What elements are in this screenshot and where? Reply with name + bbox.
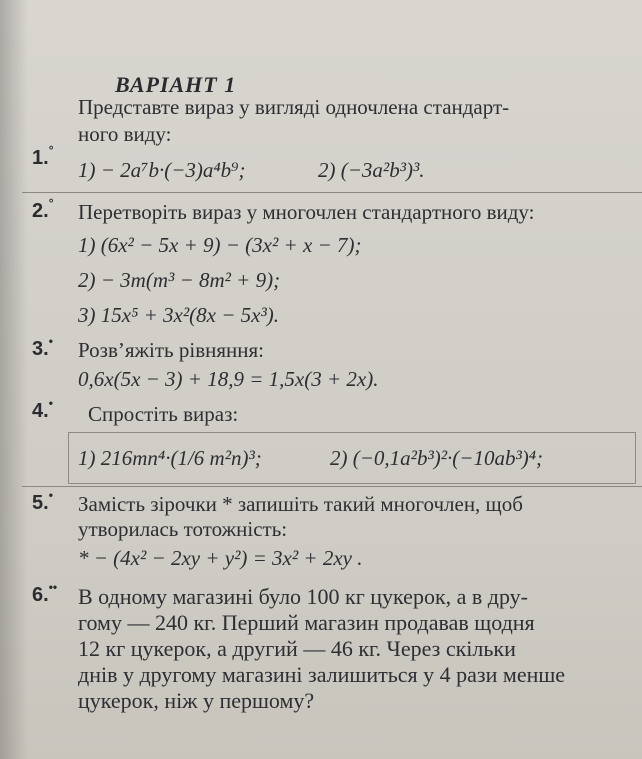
page-shadow [0, 0, 28, 759]
variant-title: ВАРІАНТ 1 [115, 72, 237, 97]
task-5-item-1: * − (4x² − 2xy + y²) = 3x² + 2xy . [78, 546, 363, 570]
task-4-item-1: 1) 216mn⁴·(1/6 m²n)³; [78, 446, 262, 470]
task-4-prompt: Спростіть вираз: [88, 402, 239, 426]
task-6-line-3: 12 кг цукерок, а другий — 46 кг. Через скільки [78, 636, 516, 661]
task-2-item-1: 1) (6x² − 5x + 9) − (3x² + x − 7); [78, 233, 362, 257]
task-6-line-2: гому — 240 кг. Перший магазин продавав щодня [78, 610, 535, 635]
task-3-item-1: 0,6x(5x − 3) + 18,9 = 1,5x(3 + 2x). [78, 367, 379, 391]
task-2-item-2: 2) − 3m(m³ − 8m² + 9); [78, 268, 281, 292]
task-2-number: 2.° [32, 196, 54, 222]
task-4-number: 4.• [32, 396, 53, 422]
task-1-prompt-line1: Представте вираз у вигляді одночлена стандарт- [78, 95, 510, 119]
task-5-prompt-line2: утворилась тотожність: [78, 517, 288, 541]
task-1-item-2: 2) (−3a²b³)³. [318, 158, 425, 182]
divider [22, 486, 642, 487]
task-4-item-2: 2) (−0,1a²b³)²·(−10ab³)⁴; [330, 446, 544, 470]
task-5-prompt-line1: Замість зірочки * запишіть такий многочлен, щоб [78, 492, 523, 516]
task-6-number: 6.•• [32, 580, 58, 606]
divider [22, 192, 642, 193]
task-3-prompt: Розв’яжіть рівняння: [78, 338, 264, 362]
task-3-number: 3.• [32, 334, 53, 360]
task-1-number: 1.° [32, 143, 54, 169]
task-6-line-5: цукерок, ніж у першому? [78, 688, 315, 713]
task-6-line-4: днів у другому магазині залишиться у 4 рази менше [78, 662, 566, 687]
task-1-item-1: 1) − 2a⁷b·(−3)a⁴b⁹; [78, 158, 246, 182]
task-2-prompt: Перетворіть вираз у многочлен стандартного виду: [78, 200, 535, 224]
task-1-prompt-line2: ного виду: [78, 122, 172, 146]
task-6-line-1: В одному магазині було 100 кг цукерок, а в дру- [78, 584, 529, 609]
task-5-number: 5.• [32, 488, 53, 514]
task-2-item-3: 3) 15x⁵ + 3x²(8x − 5x³). [78, 303, 279, 327]
